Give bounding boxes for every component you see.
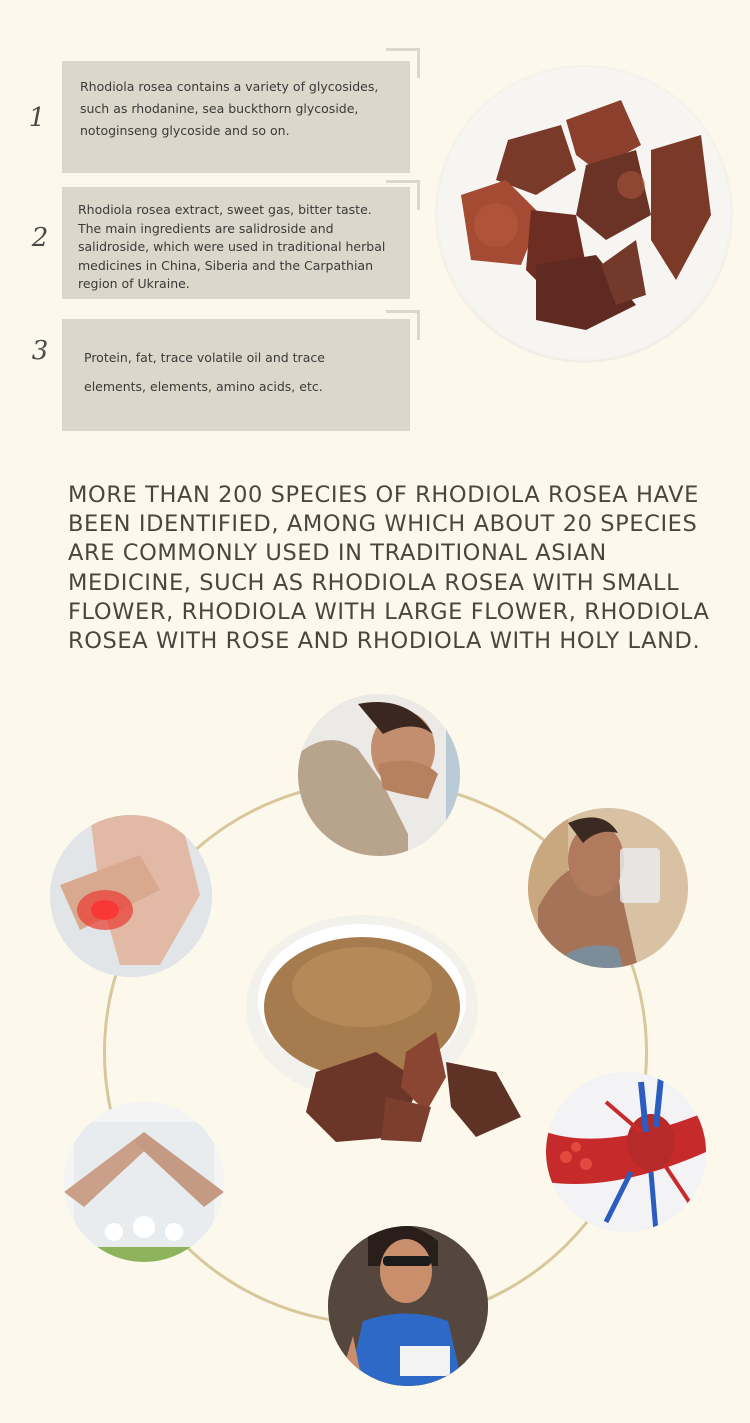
hands-protect-family-image xyxy=(64,1102,224,1262)
intro-paragraph: MORE THAN 200 SPECIES OF RHODIOLA ROSEA HAVE BEEN IDENTIFIED, AMONG WHICH ABOUT 20 SPECIES ARE COMMONLY USED IN TRADITIONAL ASIAN MEDICINE, SUCH AS RHODIOLA ROSEA WITH SMALL FLOWER, RHODIOLA WITH LARGE FLOWER, RHODIOLA ROSEA WITH ROSE AND RHODIOLA WITH HOLY LAND. xyxy=(68,482,710,655)
feature-box xyxy=(62,187,410,299)
feature-number: 1 xyxy=(28,103,46,133)
feature-text: Protein, fat, trace volatile oil and trace elements, elements, amino acids, etc. xyxy=(84,350,325,394)
drinking-water-image xyxy=(528,808,688,968)
feature-box xyxy=(62,319,410,431)
runner-image xyxy=(328,1226,488,1386)
feature-number: 3 xyxy=(31,336,49,366)
tired-woman-image xyxy=(298,694,460,856)
feature-number: 2 xyxy=(31,223,49,253)
rhodiola-powder-bowl-image xyxy=(246,912,526,1152)
wrist-pain-image xyxy=(50,815,212,977)
feature-text: Rhodiola rosea contains a variety of glycosides, such as rhodanine, sea buckthorn glycoside, notoginseng glycoside and so on. xyxy=(80,79,379,138)
rhodiola-root-plate-image xyxy=(436,65,732,361)
heart-circulation-image xyxy=(546,1072,706,1232)
feature-box xyxy=(62,61,410,173)
feature-text: Rhodiola rosea extract, sweet gas, bitter taste. The main ingredients are salidroside and salidroside, which were used in traditional herbal medicines in China, Siberia and the Carpathian region of Ukraine. xyxy=(78,202,386,291)
